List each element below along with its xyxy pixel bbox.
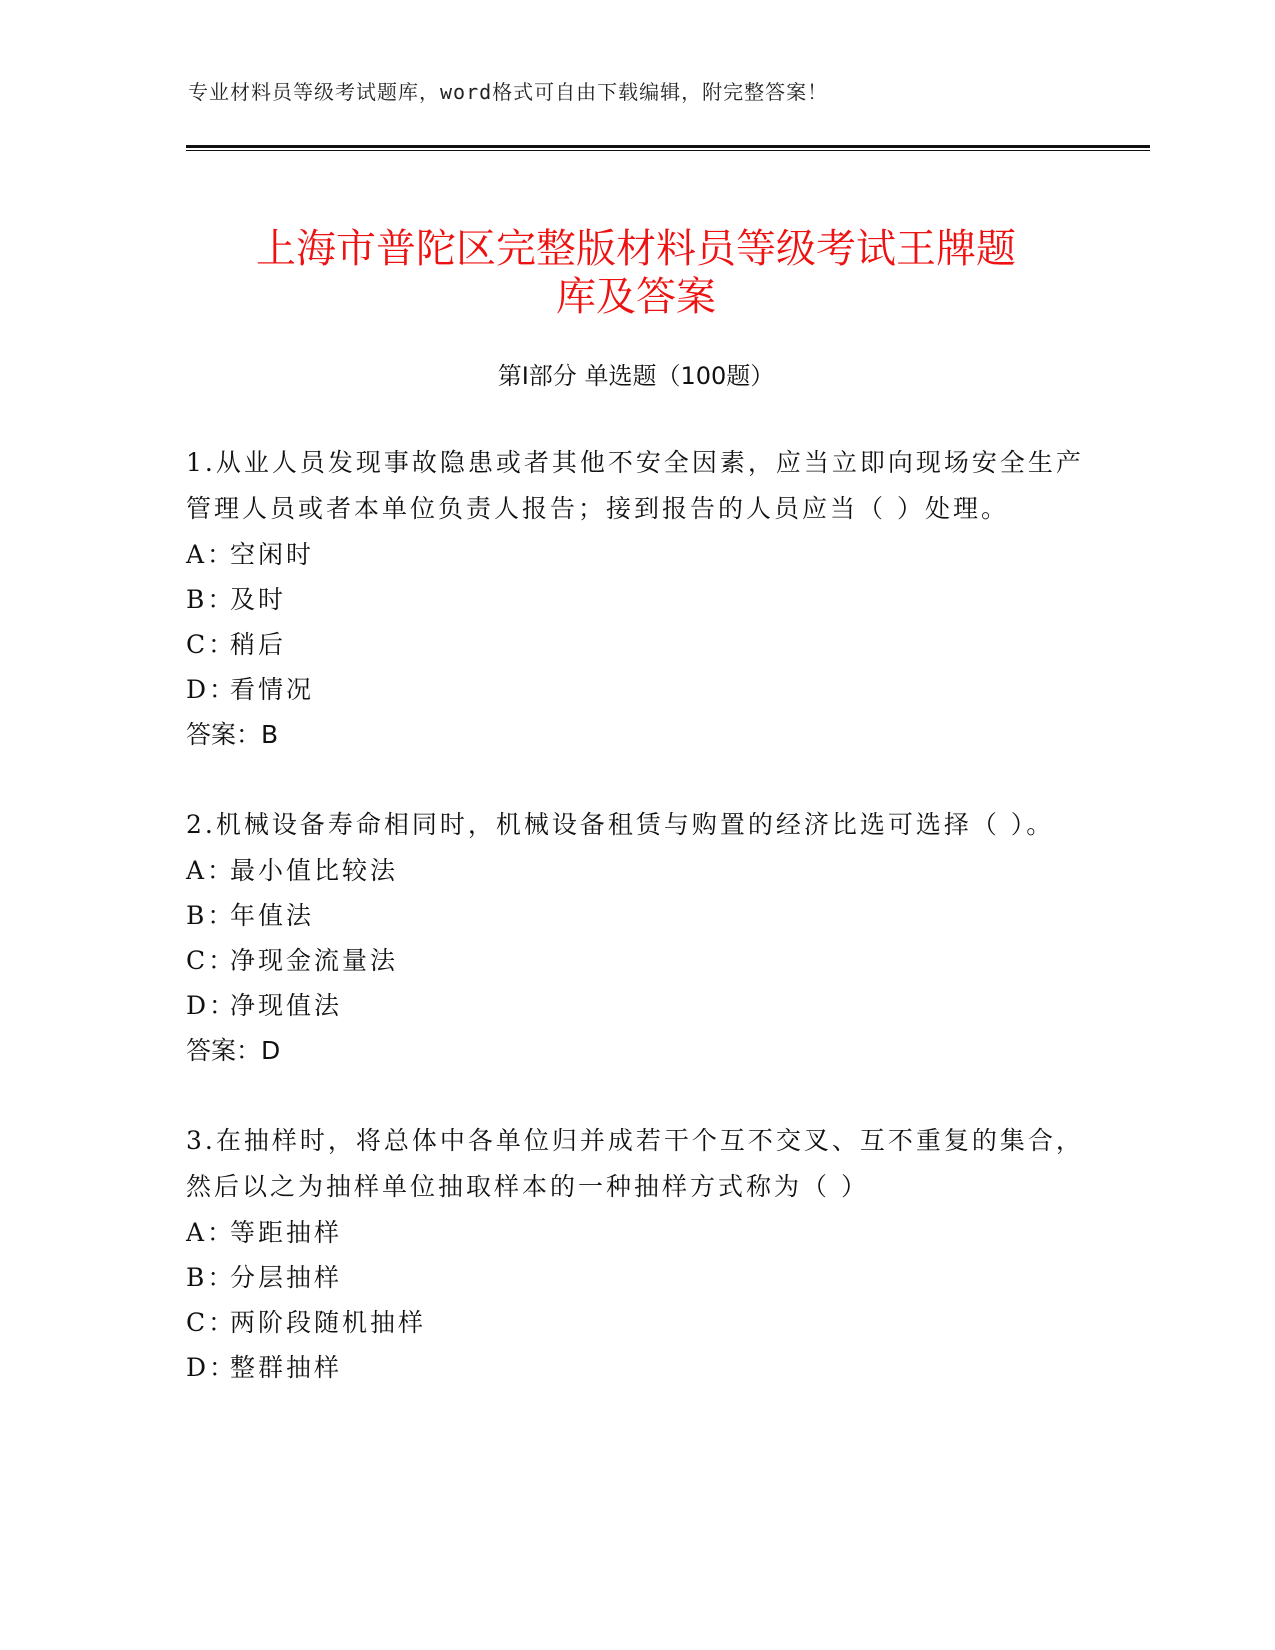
option-a	[186, 532, 1086, 577]
option-key: B：	[186, 585, 236, 614]
option-text: 空闲时	[230, 540, 315, 569]
header-note: 专业材料员等级考试题库，word格式可自由下载编辑，附完整答案！	[188, 80, 829, 104]
option-text: 整群抽样	[230, 1353, 343, 1382]
question-3	[186, 1118, 1086, 1390]
document-title	[186, 225, 1086, 321]
option-text: 最小值比较法	[230, 856, 399, 885]
option-key: A：	[186, 1218, 236, 1247]
answer: 答案：D	[186, 1036, 281, 1065]
option-c	[186, 1300, 1086, 1345]
option-c	[186, 622, 1086, 667]
option-text: 等距抽样	[230, 1218, 343, 1247]
option-text: 稍后	[230, 630, 287, 659]
header-rule-thin	[186, 150, 1150, 151]
question-1	[186, 440, 1086, 758]
question-2	[186, 802, 1086, 1074]
option-key: A：	[186, 856, 236, 885]
option-text: 净现金流量法	[230, 946, 399, 975]
option-key: D：	[186, 991, 238, 1020]
option-key: D：	[186, 675, 238, 704]
option-b	[186, 577, 1086, 622]
document-title-line1: 上海市普陀区完整版材料员等级考试王牌题	[256, 225, 1016, 272]
document-title-line2: 库及答案	[556, 273, 716, 320]
question-list	[186, 440, 1086, 1434]
section-title: 第Ⅰ部分 单选题（100题）	[497, 362, 775, 390]
option-b	[186, 893, 1086, 938]
question-stem: 2.机械设备寿命相同时，机械设备租赁与购置的经济比选可选择（ ）。	[186, 810, 1055, 839]
question-stem: 1.从业人员发现事故隐患或者其他不安全因素，应当立即向现场安全生产管理人员或者本单位负责人报告；接到报告的人员应当（ ）处理。	[186, 448, 1084, 523]
option-text: 两阶段随机抽样	[230, 1308, 427, 1337]
option-d	[186, 983, 1086, 1028]
question-stem: 3.在抽样时，将总体中各单位归并成若干个互不交叉、互不重复的集合，然后以之为抽样单位抽取样本的一种抽样方式称为（ ）	[186, 1126, 1084, 1201]
option-a	[186, 1210, 1086, 1255]
option-b	[186, 1255, 1086, 1300]
option-text: 看情况	[230, 675, 315, 704]
option-text: 分层抽样	[230, 1263, 343, 1292]
option-c	[186, 938, 1086, 983]
option-key: D：	[186, 1353, 238, 1382]
option-key: C：	[186, 946, 237, 975]
option-text: 及时	[230, 585, 287, 614]
header-rule-thick	[186, 145, 1150, 148]
option-a	[186, 848, 1086, 893]
option-key: C：	[186, 630, 237, 659]
option-text: 净现值法	[230, 991, 343, 1020]
option-key: C：	[186, 1308, 237, 1337]
answer: 答案：B	[186, 720, 279, 749]
option-text: 年值法	[230, 901, 315, 930]
option-key: B：	[186, 901, 236, 930]
option-key: B：	[186, 1263, 236, 1292]
option-key: A：	[186, 540, 236, 569]
option-d	[186, 667, 1086, 712]
option-d	[186, 1345, 1086, 1390]
